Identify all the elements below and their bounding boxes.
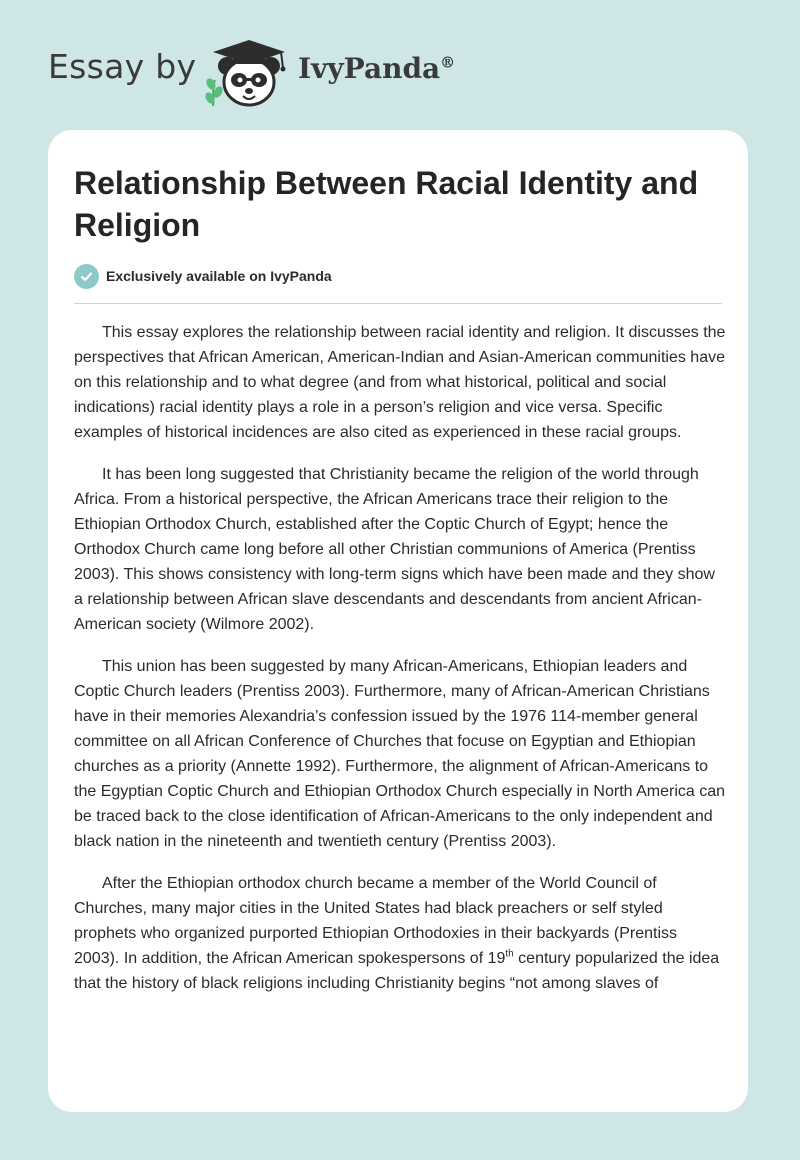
essay-card xyxy=(48,130,748,1112)
essay-body xyxy=(74,320,726,1013)
exclusive-badge xyxy=(74,263,332,289)
brand-name[interactable] xyxy=(298,52,456,85)
check-icon xyxy=(74,264,99,289)
registered-mark: ® xyxy=(440,53,456,72)
paragraph-4-part-2: century popularized the idea that the history of black religions including Christianity begins “not among slaves of xyxy=(74,950,720,992)
paragraph-4 xyxy=(74,871,726,996)
brand-name-text: IvyPanda xyxy=(298,52,441,85)
paragraph-1: This essay explores the relationship between racial identity and religion. It discusses the perspectives that African American, American-Indian and Asian-American communities have on this relationship and to what degree (and from what historical, political and social indications) racial identity plays a role in a person’s religion and vice versa. Specific examples of historical incidences are also cited as experienced in these racial groups. xyxy=(74,324,726,441)
site-header xyxy=(0,0,800,125)
ordinal-suffix: th xyxy=(505,948,514,960)
badge-text: Exclusively available on IvyPanda xyxy=(106,268,332,284)
paragraph-4-part-1: After the Ethiopian orthodox church became a member of the World Council of Churches, many major cities in the United States had black preachers or self styled prophets who organized purported Ethiopian Orthodoxies in their backyards (Prentiss 2003). In addition, the African American spokespersons of 19 xyxy=(74,875,677,967)
panda-graduate-icon[interactable] xyxy=(203,36,293,108)
brand-prefix: Essay by xyxy=(48,47,197,86)
paragraph-2: It has been long suggested that Christianity became the religion of the world through Africa. From a historical perspective, the African Americans trace their religion to the Ethiopian Orthodox Church, established after the Coptic Church of Egypt; hence the Orthodox Church came long before all other Christian communions of America (Prentiss 2003). This shows consistency with long-term signs which have been made and they show a relationship between African slave descendants and descendants from ancient African-American society (Wilmore 2002). xyxy=(74,466,715,633)
essay-title: Relationship Between Racial Identity and Religion xyxy=(74,165,699,243)
paragraph-3: This union has been suggested by many African-Americans, Ethiopian leaders and Coptic Church leaders (Prentiss 2003). Furthermore, many of African-American Christians have in their memories Alexandria’s confession issued by the 1976 114-member general committee on all African Conference of Churches that focuse on Egyptian and Ethiopian churches as a priority (Annette 1992). Furthermore, the alignment of African-Americans to the Egyptian Coptic Church and Ethiopian Orthodox Church especially in North America can be traced back to the close identification of African-Americans to the only independent and black nation in the nineteenth and twentieth century (Prentiss 2003). xyxy=(74,658,726,850)
divider xyxy=(74,303,722,304)
